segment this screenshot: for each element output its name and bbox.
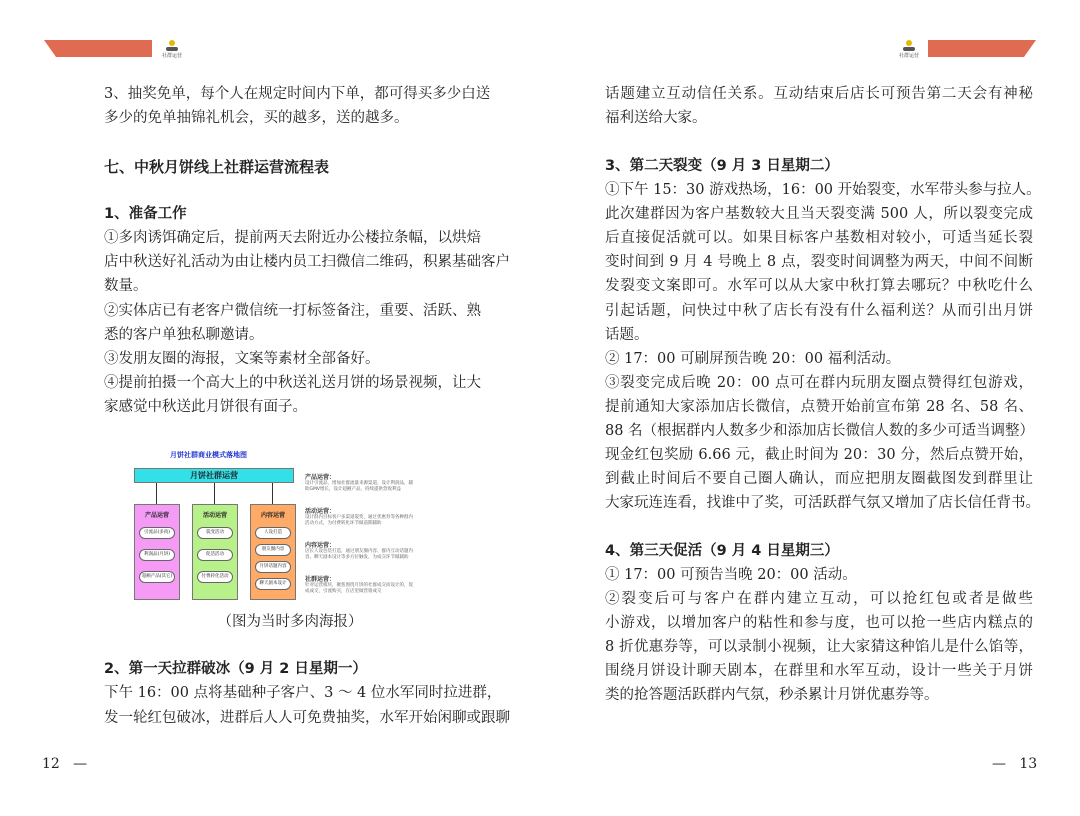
text-line: 话题建立互动信任关系。互动结束后店长可预告第二天会有神秘 [605,86,1033,102]
section-heading: 4、第三天促活（9 月 4 日星期三） [605,543,839,559]
arrow-connector [214,483,215,504]
text-line: ① 17：00 可预告当晚 20：00 活动。 [605,567,857,583]
note-title: 活动运营： [305,508,336,515]
column-title: 活动运营 [202,512,227,519]
figure-top-box: 月饼社群运营 [134,468,294,483]
text-line: 现金红包奖励 6.66 元，截止时间为 20：30 分，然后点赞开始， [605,447,1033,463]
figure-note [305,574,415,595]
text-line: 福利送给大家。 [605,110,707,126]
figure-note [305,506,415,527]
header-banner-left [44,40,152,57]
column-item: 裂变活动 [197,527,233,539]
poster-figure [130,446,415,604]
note-title: 社群运营： [305,576,336,583]
figure-title: 月饼社群商业模式落地图 [170,451,247,459]
text-line: 悉的客户单独私聊邀请。 [104,327,264,343]
text-line: ①多肉诱饵确定后，提前两天去附近办公楼拉条幅，以烘焙 [104,230,481,246]
page-number-left: 12 — [42,756,88,772]
column-title: 内容运营 [260,512,285,519]
text-line: ② 17：00 可刷屏预告晚 20：00 福利活动。 [605,351,901,367]
logo-left: 社群运营 [157,40,187,60]
text-line: 类的抢答题活跃群内气氛，秒杀累计月饼优惠券等。 [605,687,939,703]
logo-right: 社群运营 [894,40,924,60]
column-item: 聊天剧本设计 [255,578,291,590]
text-line: 变时间到 9 月 4 号晚上 8 点，裂变时间调整为两天，中间不间断 [605,254,1033,270]
text-line: ①下午 15：30 游戏热场，16：00 开始裂变，水军带头参与拉人。 [605,182,1041,198]
page-number-right: — 13 [992,756,1038,772]
text-line: 围绕月饼设计聊天剧本，在群里和水军互动，设计一些关于月饼 [605,663,1033,679]
note-text: 针对运营模块，聚焦围绕月饼的社群成交而设计的，促成成交，引流购买，在店里做营销成交 [305,583,413,594]
text-line: 3、抽奖免单，每个人在规定时间内下单，都可得买多少白送 [104,86,491,102]
text-line: ④提前拍摄一个高大上的中秋送礼送月饼的场景视频，让大 [104,375,481,391]
section-heading: 七、中秋月饼线上社群运营流程表 [104,158,330,176]
text-line: 家感觉中秋送此月饼很有面子。 [104,399,307,415]
text-line: 88 名（根据群内人数多少和添加店长微信人数的多少可适当调整） [605,423,1035,439]
text-line: 店中秋送好礼活动为由让楼内员工扫微信二维码，积累基础客户 [104,254,510,270]
arrow-connector [272,483,273,504]
figure-note [305,540,415,561]
text-line: 发裂变文案即可。水军可以从大家中秋打算去哪玩？中秋吃什么 [605,278,1033,294]
note-text: 店长人设包装打造，通过朋友圈内容、群内互动话题内容、聊天剧本设计等多方位触发，为成交环节做辅助 [305,549,413,560]
text-line: 多少的免单抽锦礼机会，买的越多，送的越多。 [104,110,409,126]
text-line: 到截止时间后不要自己圈人确认，而应把朋友圈截图发到群里让 [605,471,1033,487]
note-title: 产品运营： [305,474,336,481]
header-banner-right [928,40,1036,57]
figure-column-0 [134,504,180,600]
column-item: 促活活动 [197,549,233,561]
column-title: 产品运营 [144,512,169,519]
text-line: 小游戏，以增加客户的粘性和参与度，也可以抢一些店内糕点的 [605,615,1033,631]
note-text: 设计引流品，增加社群流量来源渠道，设计利润品，辅助GMV增长，设计超额产品，持续提供营收利益 [305,481,413,492]
text-line: ②裂变后可与客户在群内建立互动，可以抢红包或者是做些 [605,591,1033,607]
column-item: 付费转化活动 [197,571,233,583]
column-item: 月饼话题内容 [255,561,291,573]
text-line: （图为当时多肉海报） [217,614,363,630]
column-item: 超额产品(其它) [139,571,175,583]
text-line: ③发朋友圈的海报，文案等素材全部备好。 [104,351,380,367]
text-line: 8 折优惠券等，可以录制小视频，让大家猜这种馅儿是什么馅等， [605,639,1033,655]
column-item: 人设打造 [255,527,291,539]
figure-column-2 [250,504,296,600]
text-line: 下午 16：00 点将基础种子客户、3 ～ 4 位水军同时拉进群， [104,685,502,701]
text-line: ②实体店已有老客户微信统一打标签备注，重要、活跃、熟 [104,303,481,319]
text-line: 发一轮红包破冰，进群后人人可免费抽奖，水军开始闲聊或跟聊 [104,710,510,726]
section-heading: 2、第一天拉群破冰（9 月 2 日星期一） [104,661,367,677]
section-heading: 3、第二天裂变（9 月 3 日星期二） [605,158,839,174]
text-line: 此次建群因为客户基数较大且当天裂变满 500 人，所以裂变完成 [605,206,1033,222]
note-text: 设计群内目标客户多渠道裂变，通过优惠券等各种群内活动方式，为付费转化环节做前期辅助 [305,515,413,526]
figure-note [305,472,415,493]
note-title: 内容运营： [305,542,336,549]
text-line: 话题。 [605,327,649,343]
text-line: 提前通知大家添加店长微信，点赞开始前宣布第 28 名、58 名、 [605,399,1033,415]
figure-column-1 [192,504,238,600]
section-heading: 1、准备工作 [104,206,187,222]
text-line: 大家玩连连看，找谁中了奖，可活跃群气氛又增加了店长信任背书。 [605,495,1040,511]
text-line: ③裂变完成后晚 20：00 点可在群内玩朋友圈点赞得红包游戏， [605,375,1033,391]
text-line: 后直接促活就可以。如果目标客户基数相对较小，可适当延长裂 [605,230,1033,246]
column-item: 引流品(多肉) [139,527,175,539]
column-item: 朋友圈内容 [255,544,291,556]
text-line: 数量。 [104,278,148,294]
column-item: 利润品(月饼) [139,549,175,561]
text-line: 引起话题，问快过中秋了店长有没有什么福利送？从而引出月饼 [605,303,1033,319]
arrow-connector [156,483,157,504]
